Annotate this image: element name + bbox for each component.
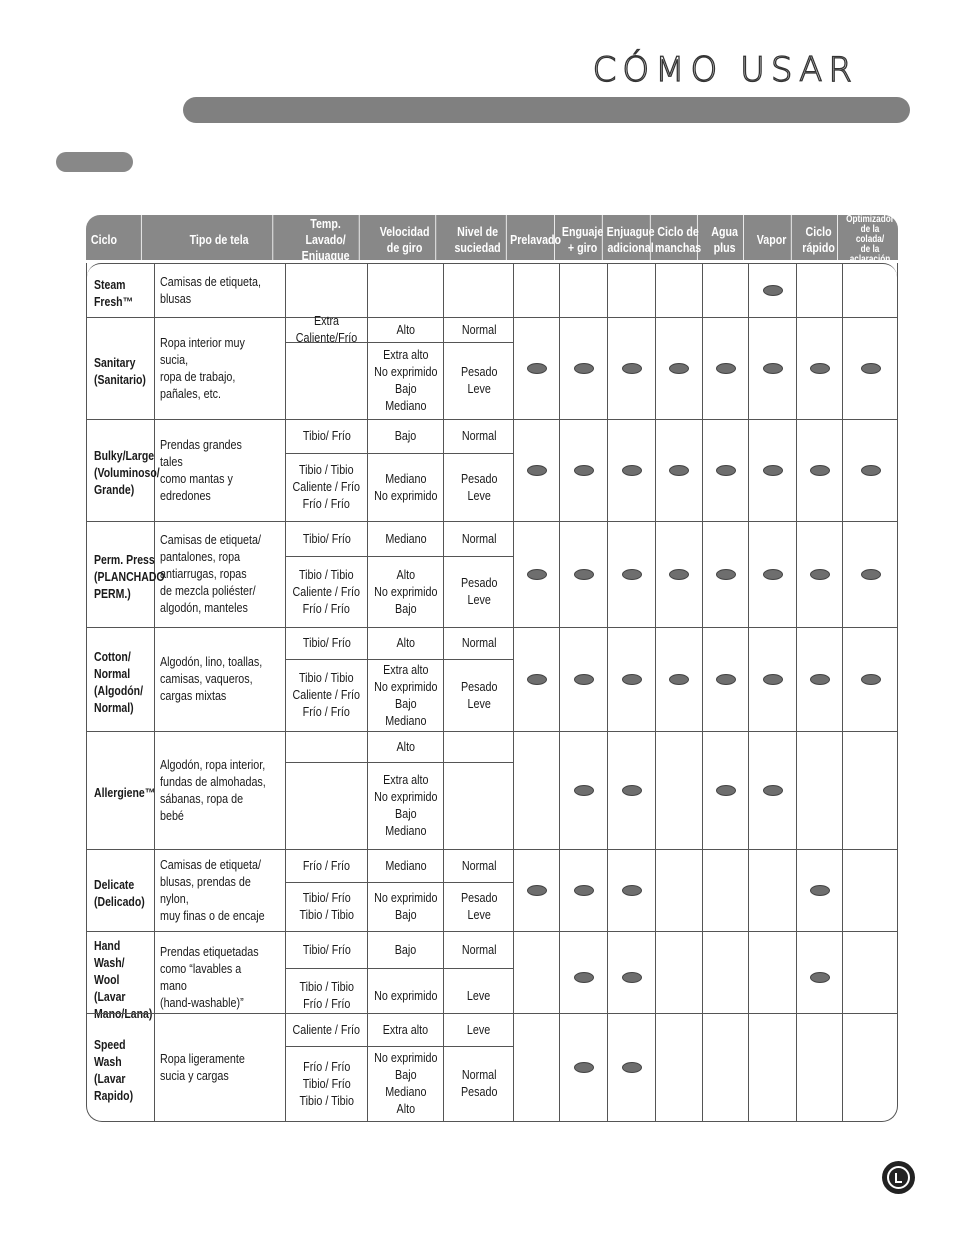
temp-setting-text: Frío / Frío [302, 858, 351, 873]
table-body [86, 263, 898, 1122]
soil-setting-text: Normal Pesado [460, 1068, 498, 1099]
cycle-name [87, 420, 160, 521]
temp-setting [286, 314, 368, 345]
option-rinse-spin [560, 932, 608, 1023]
soil-setting [444, 318, 514, 343]
settings-group [286, 628, 514, 731]
option-water-plus [703, 1014, 749, 1121]
fabric-type [155, 628, 286, 731]
temp-setting [286, 343, 368, 419]
option-steam [749, 932, 797, 1023]
available-dot-icon [574, 569, 594, 580]
settings-group [286, 264, 514, 317]
cycle-name [87, 522, 165, 627]
soil-setting-text: Pesado Leve [460, 365, 498, 396]
option-steam [749, 732, 797, 849]
option-steam [749, 628, 797, 731]
table-row [87, 521, 897, 627]
available-dot-icon [622, 674, 642, 685]
spin-setting [368, 1047, 444, 1121]
soil-setting-text: Normal [461, 858, 497, 873]
option-prewash [514, 264, 560, 317]
header-steam: Vapor [752, 215, 791, 265]
option-rinse-spin [560, 264, 608, 317]
fabric-type [155, 850, 286, 931]
option-quick-cycle [797, 318, 843, 419]
option-optimizer [843, 420, 898, 521]
spin-setting [368, 454, 444, 521]
cycle-name-text: Cotton/ Normal (Algodón/ Normal) [94, 649, 143, 715]
temp-setting-text: Extra Caliente/Frío [295, 314, 358, 345]
fabric-type [155, 1014, 286, 1121]
temp-setting [286, 522, 368, 557]
available-dot-icon [574, 785, 594, 796]
option-extra-rinse [608, 1014, 656, 1121]
temp-setting-text: Caliente / Frío [292, 1022, 361, 1037]
settings-group [286, 732, 514, 849]
spin-setting-text: No exprimido [373, 988, 438, 1003]
option-steam [749, 1014, 797, 1121]
available-dot-icon [763, 674, 783, 685]
option-quick-cycle [797, 628, 843, 731]
soil-setting-text: Leve [467, 1022, 491, 1037]
option-extra-rinse [608, 522, 656, 627]
available-dot-icon [622, 1062, 642, 1073]
spin-setting-text: Extra alto [382, 1022, 429, 1037]
available-dot-icon [622, 363, 642, 374]
soil-setting [444, 732, 514, 763]
option-prewash [514, 522, 560, 627]
soil-setting [444, 763, 514, 849]
available-dot-icon [716, 785, 736, 796]
header-fabric: Tipo de tela [166, 215, 273, 265]
temp-setting [286, 732, 368, 763]
table-row [87, 931, 897, 1021]
soil-setting [444, 557, 514, 627]
spin-setting-text: Alto No exprimido Bajo [373, 567, 438, 616]
option-steam [749, 264, 797, 317]
table-row [87, 627, 897, 731]
temp-setting [286, 264, 368, 317]
option-quick-cycle [797, 264, 843, 317]
option-optimizer [843, 932, 898, 1023]
option-optimizer [843, 1014, 898, 1121]
option-water-plus [703, 264, 749, 317]
cycle-name [87, 628, 155, 731]
available-dot-icon [861, 465, 881, 476]
option-stain-cycle [656, 628, 703, 731]
available-dot-icon [810, 674, 830, 685]
spin-setting [368, 660, 444, 731]
fabric-type [155, 732, 286, 849]
soil-setting-text: Leve [467, 988, 491, 1003]
option-stain-cycle [656, 264, 703, 317]
option-steam [749, 522, 797, 627]
temp-setting [286, 660, 368, 731]
table-row [87, 263, 897, 317]
table-row [87, 1013, 897, 1121]
cycle-name [87, 264, 155, 317]
option-rinse-spin [560, 1014, 608, 1121]
cycle-name [87, 850, 155, 931]
spin-setting-text: Mediano No exprimido [373, 471, 438, 503]
section-pill [56, 152, 133, 172]
spin-setting [368, 883, 444, 931]
spin-setting [368, 420, 444, 454]
option-rinse-spin [560, 318, 608, 419]
option-extra-rinse [608, 264, 656, 317]
soil-setting [444, 1014, 514, 1047]
table-header [86, 214, 898, 265]
soil-setting [444, 883, 514, 931]
soil-setting-text: Normal [461, 531, 497, 546]
settings-group [286, 932, 514, 1023]
available-dot-icon [669, 363, 689, 374]
spin-setting [368, 628, 444, 660]
temp-setting [286, 932, 368, 969]
option-rinse-spin [560, 850, 608, 931]
available-dot-icon [810, 569, 830, 580]
table-row [87, 731, 897, 849]
available-dot-icon [574, 1062, 594, 1073]
cycle-name-text: Sanitary (Sanitario) [94, 355, 146, 387]
settings-group [286, 1014, 514, 1121]
option-water-plus [703, 628, 749, 731]
spin-setting [368, 932, 444, 969]
temp-setting-text: Tibio / Tibio Caliente / Frío Frío / Frío [292, 463, 361, 511]
option-steam [749, 420, 797, 521]
option-stain-cycle [656, 318, 703, 419]
option-water-plus [703, 318, 749, 419]
header-bar [183, 97, 910, 123]
option-water-plus [703, 732, 749, 849]
available-dot-icon [861, 569, 881, 580]
option-extra-rinse [608, 318, 656, 419]
temp-setting [286, 850, 368, 883]
option-optimizer [843, 850, 898, 931]
temp-setting-text: Tibio/ Frío [302, 429, 351, 443]
soil-setting-text: Pesado Leve [460, 471, 498, 503]
available-dot-icon [763, 285, 783, 296]
spin-setting-text: Bajo [394, 942, 417, 957]
available-dot-icon [527, 465, 547, 476]
soil-setting-text: Pesado Leve [460, 576, 498, 607]
option-prewash [514, 850, 560, 931]
fabric-type-text: Ropa interior muy sucia, ropa de trabajo, pañales, etc. [160, 335, 245, 401]
soil-setting [444, 850, 514, 883]
temp-setting-text: Tibio/ Frío [302, 942, 351, 957]
spin-setting-text: No exprimido Bajo [373, 891, 438, 922]
cycle-name-text: Speed Wash (Lavar Rapido) [94, 1037, 134, 1103]
soil-setting-text: Normal [461, 942, 497, 957]
fabric-type-text: Prendas grandes tales como mantas y edredones [160, 437, 242, 503]
header-quick-cycle: Ciclo rápido [800, 215, 838, 265]
available-dot-icon [763, 363, 783, 374]
cycle-name-text: Delicate (Delicado) [94, 877, 145, 909]
temp-setting [286, 628, 368, 660]
available-dot-icon [716, 569, 736, 580]
available-dot-icon [669, 674, 689, 685]
table-row [87, 314, 897, 419]
fabric-type-text: Algodón, lino, toallas, camisas, vaqueros, cargas mixtas [160, 655, 263, 703]
header-rinse-spin: Enguaje + giro [563, 215, 602, 265]
fabric-type [155, 932, 286, 1023]
temp-setting-text: Tibio/ Frío [302, 636, 351, 650]
header-prewash: Prelavado [517, 215, 555, 265]
fabric-type [155, 264, 286, 317]
available-dot-icon [574, 674, 594, 685]
option-quick-cycle [797, 932, 843, 1023]
spin-setting [368, 732, 444, 763]
option-extra-rinse [608, 932, 656, 1023]
spin-setting-text: Mediano [384, 858, 427, 873]
available-dot-icon [574, 972, 594, 983]
available-dot-icon [810, 465, 830, 476]
fabric-type [155, 420, 286, 521]
spin-setting [368, 318, 444, 343]
option-steam [749, 318, 797, 419]
soil-setting [444, 1047, 514, 1121]
option-stain-cycle [656, 1014, 703, 1121]
settings-group [286, 850, 514, 931]
cycle-name [87, 318, 155, 419]
option-optimizer [843, 318, 898, 419]
settings-group [286, 522, 514, 627]
spin-setting [368, 850, 444, 883]
available-dot-icon [574, 363, 594, 374]
soil-setting-text: Normal [461, 636, 497, 650]
option-quick-cycle [797, 732, 843, 849]
soil-setting-text: Pesado Leve [460, 891, 498, 922]
settings-group [286, 314, 514, 419]
header-optimizer: Optimizador de la colada/ de la aclaración [846, 214, 894, 265]
temp-setting [286, 420, 368, 454]
available-dot-icon [527, 674, 547, 685]
option-quick-cycle [797, 420, 843, 521]
available-dot-icon [622, 972, 642, 983]
option-rinse-spin [560, 420, 608, 521]
option-extra-rinse [608, 628, 656, 731]
fabric-type [155, 318, 286, 419]
option-quick-cycle [797, 1014, 843, 1121]
spin-setting [368, 522, 444, 557]
available-dot-icon [716, 363, 736, 374]
option-rinse-spin [560, 628, 608, 731]
header-temp: Temp. Lavado/ Enjuague [292, 215, 359, 265]
available-dot-icon [669, 465, 689, 476]
soil-setting [444, 343, 514, 419]
option-water-plus [703, 420, 749, 521]
spin-setting-text: Mediano [384, 531, 427, 546]
page-title: CÓMO USAR [592, 50, 858, 90]
cycle-name-text: Perm. Press (PLANCHADO PERM.) [94, 553, 165, 601]
option-optimizer [843, 522, 898, 627]
spin-setting [368, 557, 444, 627]
available-dot-icon [622, 785, 642, 796]
option-prewash [514, 420, 560, 521]
option-prewash [514, 628, 560, 731]
available-dot-icon [527, 363, 547, 374]
available-dot-icon [763, 465, 783, 476]
cycle-name [87, 932, 155, 1023]
option-stain-cycle [656, 732, 703, 849]
option-quick-cycle [797, 850, 843, 931]
soil-setting-text: Normal [461, 429, 497, 443]
fabric-type-text: Algodón, ropa interior, fundas de almohadas, sábanas, ropa de bebé [160, 757, 266, 823]
cycle-name-text: Bulky/Large (Voluminoso/ Grande) [94, 449, 160, 497]
option-stain-cycle [656, 420, 703, 521]
option-quick-cycle [797, 522, 843, 627]
temp-setting [286, 763, 368, 849]
option-water-plus [703, 850, 749, 931]
available-dot-icon [810, 972, 830, 983]
soil-setting [444, 628, 514, 660]
settings-group [286, 420, 514, 521]
available-dot-icon [861, 363, 881, 374]
option-optimizer [843, 732, 898, 849]
cycle-name [87, 1014, 155, 1121]
spin-setting [368, 1014, 444, 1047]
cycle-name-text: Steam Fresh™ [94, 277, 134, 309]
available-dot-icon [810, 885, 830, 896]
option-extra-rinse [608, 420, 656, 521]
available-dot-icon [574, 465, 594, 476]
temp-setting [286, 454, 368, 521]
spin-setting [368, 264, 444, 317]
temp-setting [286, 883, 368, 931]
option-optimizer [843, 628, 898, 731]
soil-setting [444, 420, 514, 454]
soil-setting [444, 522, 514, 557]
option-water-plus [703, 932, 749, 1023]
temp-setting-text: Tibio/ Frío Tibio / Tibio [299, 891, 354, 922]
temp-setting [286, 557, 368, 627]
spin-setting-text: Alto [396, 636, 415, 650]
option-rinse-spin [560, 522, 608, 627]
spin-setting-text: Extra alto No exprimido Bajo Mediano [373, 348, 438, 413]
spin-setting-text: Alto [396, 739, 415, 754]
available-dot-icon [527, 885, 547, 896]
soil-setting [444, 932, 514, 969]
spin-setting-text: No exprimido Bajo Mediano Alto [373, 1051, 438, 1116]
option-rinse-spin [560, 732, 608, 849]
fabric-type-text: Prendas etiquetadas como “lavables a mano (hand-washable)” [160, 944, 259, 1010]
available-dot-icon [763, 569, 783, 580]
available-dot-icon [861, 674, 881, 685]
available-dot-icon [716, 674, 736, 685]
table-row [87, 419, 897, 521]
option-steam [749, 850, 797, 931]
temp-setting [286, 1047, 368, 1121]
available-dot-icon [716, 465, 736, 476]
header-cycle: Ciclo [86, 215, 142, 265]
fabric-type [155, 522, 286, 627]
option-extra-rinse [608, 850, 656, 931]
option-extra-rinse [608, 732, 656, 849]
fabric-type-text: Camisas de etiqueta/ blusas, prendas de nylon, muy finas o de encaje [160, 857, 265, 923]
soil-setting [444, 454, 514, 521]
available-dot-icon [622, 885, 642, 896]
temp-setting [286, 1014, 368, 1047]
fabric-type-text: Camisas de etiqueta, blusas [160, 274, 261, 306]
option-prewash [514, 318, 560, 419]
soil-setting-text: Normal [461, 322, 497, 337]
cycle-name-text: Allergiene™ [94, 786, 156, 800]
option-prewash [514, 1014, 560, 1121]
option-stain-cycle [656, 932, 703, 1023]
spin-setting-text: Extra alto No exprimido Bajo Mediano [373, 773, 438, 838]
option-optimizer [843, 264, 898, 317]
available-dot-icon [622, 569, 642, 580]
cycle-name-text: Hand Wash/ Wool (Lavar Mano/Lana) [94, 939, 153, 1021]
available-dot-icon [669, 569, 689, 580]
available-dot-icon [810, 363, 830, 374]
temp-setting-text: Tibio / Tibio Caliente / Frío Frío / Frío [292, 671, 361, 719]
available-dot-icon [527, 569, 547, 580]
available-dot-icon [763, 785, 783, 796]
cycle-name [87, 732, 155, 849]
option-stain-cycle [656, 850, 703, 931]
spin-setting [368, 343, 444, 419]
fabric-type-text: Ropa ligeramente sucia y cargas [160, 1051, 245, 1083]
temp-setting-text: Tibio / Tibio Frío / Frío [299, 980, 354, 1011]
soil-setting [444, 660, 514, 731]
soil-setting-text: Pesado Leve [460, 679, 498, 711]
table-row [87, 849, 897, 931]
temp-setting-text: Tibio/ Frío [302, 531, 351, 546]
fabric-type-text: Camisas de etiqueta/ pantalones, ropa antiarrugas, ropas de mezcla poliéster/ algodón, manteles [160, 533, 261, 615]
temp-setting-text: Tibio / Tibio Caliente / Frío Frío / Frío [292, 567, 361, 616]
header-water-plus: Agua plus [706, 215, 744, 265]
option-prewash [514, 732, 560, 849]
option-water-plus [703, 522, 749, 627]
available-dot-icon [574, 885, 594, 896]
temp-setting-text: Frío / Frío Tibio/ Frío Tibio / Tibio [299, 1059, 354, 1108]
spin-setting-text: Alto [396, 322, 415, 337]
available-dot-icon [622, 465, 642, 476]
soil-setting [444, 264, 514, 317]
header-extra-rinse: Enjuague adicional [611, 215, 650, 265]
spin-setting-text: Bajo [394, 429, 417, 443]
header-spin: Velocidad de giro [374, 215, 436, 265]
cycle-table [86, 215, 898, 1122]
spin-setting-text: Extra alto No exprimido Bajo Mediano [373, 662, 438, 728]
option-stain-cycle [656, 522, 703, 627]
lg-logo-icon [882, 1161, 915, 1194]
spin-setting [368, 763, 444, 849]
header-stain-cycle: Ciclo de manchas [659, 215, 698, 265]
header-soil: Nivel de suciedad [449, 215, 506, 265]
option-prewash [514, 932, 560, 1023]
